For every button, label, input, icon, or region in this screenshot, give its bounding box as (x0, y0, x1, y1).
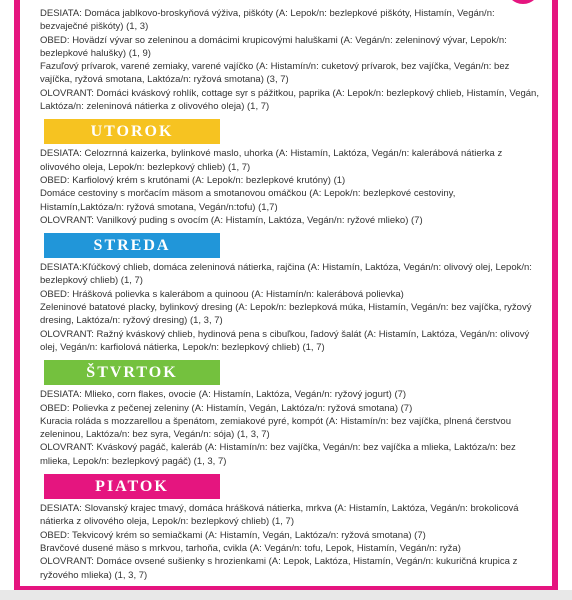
day-header-piatok: PIATOK (44, 474, 220, 499)
piatok-obed-main: Bravčové dusené mäso s mrkvou, tarhoňa, cvikla (A: Vegán/n: tofu, Lepok, Histamín, Vegán/n: ryža) (40, 542, 461, 554)
section-monday (40, 7, 540, 113)
piatok-olovrant: OLOVRANT: Domáce ovsené sušienky s hrozienkami (A: Lepok, Laktóza, Histamín, Vegán/n: kukuričná krupica z ryžového mlieka) (1, 3, 7) (40, 556, 518, 581)
bottom-strip (0, 590, 572, 600)
piatok-desiata: DESIATA: Slovanský krajec tmavý, domáca hrášková nátierka, mrkva (A: Histamín, Laktóza, Vegán/n: brokolicová nátierka z olivového oleja, Lepok/n: bezlepkový chlieb) (1, 7) (40, 503, 519, 528)
utorok-obed: OBED: Karfiolový krém s krutónami (A: Lepok/n: bezlepkové krutóny) (1) (40, 174, 346, 186)
streda-obed: OBED: Hrášková polievka s kalerábom a quinoou (A: Histamín/n: kalerábová polievka) (40, 288, 404, 300)
section-stvrtok (40, 354, 540, 468)
streda-obed-main: Zeleninové batatové placky, bylinkový dresing (A: Lepok/n: bezlepková múka, Histamín, Vegán/n: bez vajíčka, ryžový dresing, Laktóza/n: ryžový dresing) (1, 3, 7) (40, 302, 532, 327)
streda-olovrant: OLOVRANT: Ražný kváskový chlieb, hydinová pena s cibuľkou, ľadový šalát (A: Histamín, Laktóza, Vegán/n: olivový olej, Vegán/n: karfiolová nátierka, Lepok/n: bezlepkový chlieb) (1, 7) (40, 328, 530, 353)
monday-obed-main: Fazuľový prívarok, varené zemiaky, varené vajíčko (A: Histamín/n: cuketový prívarok, bez vajíčka, Vegán/n: bez vajíčka, ryžová smotana, Laktóza/n: ryžová smotana) (3, 7) (40, 61, 510, 86)
day-header-streda: STREDA (44, 233, 220, 258)
monday-olovrant: OLOVRANT: Domáci kváskový rohlík, cottage syr s pážitkou, paprika (A: Lepok/n: bezlepkový chlieb, Histamín, Vegán, Laktóza/n: zeleninová nátierka z olivového oleja) (1, 7) (40, 87, 539, 113)
stvrtok-desiata: DESIATA: Mlieko, corn flakes, ovocie (A: Histamín, Laktóza, Vegán/n: ryžový jogurt) (7) (40, 389, 407, 401)
stvrtok-obed: OBED: Polievka z pečenej zeleniny (A: Histamín, Vegán, Laktóza/n: ryžová smotana) (7) (40, 402, 413, 414)
piatok-obed: OBED: Tekvicový krém so semiačkami (A: Histamín, Vegán, Laktóza/n: ryžová smotana) (7) (40, 529, 426, 541)
stvrtok-olovrant: OLOVRANT: Kváskový pagáč, kaleráb (A: Histamín/n: bez vajíčka, Vegán/n: bez vajíčka a mlieka, Laktóza/n: bez mlieka, Lepok/n: bezlepkový pagáč) (1, 3, 7) (40, 442, 516, 467)
stvrtok-obed-main: Kuracia roláda s mozzarellou a špenátom, zemiakové pyré, kompót (A: Histamín/n: bez vajíčka, plnená čerstvou zeleninou, Laktóza/n: bez syra, Vegán/n: sója) (1, 3, 7) (40, 415, 511, 441)
day-header-stvrtok: ŠTVRTOK (44, 360, 220, 385)
menu-content (40, 7, 540, 582)
monday-obed: OBED: Hovädzí vývar so zeleninou a domácimi krupicovými haluškami (A: Vegán/n: zeleninový vývar, Lepok/n: bezlepkové halušky) (1, 9) (40, 34, 507, 59)
section-streda (40, 227, 540, 354)
utorok-olovrant: OLOVRANT: Vanilkový puding s ovocím (A: Histamín, Laktóza, Vegán/n: ryžové mlieko) (7) (40, 214, 423, 226)
day-header-utorok: UTOROK (44, 119, 220, 144)
section-piatok (40, 468, 540, 582)
streda-desiata: DESIATA:Kľúčkový chlieb, domáca zeleninová nátierka, rajčina (A: Histamín, Laktóza, Vegán/n: olivový olej, Lepok/n: bezlepkový chlieb) (1, 7) (40, 262, 532, 287)
utorok-obed-main: Domáce cestoviny s morčacím mäsom a smotanovou omáčkou (A: Lepok/n: bezlepkové cestoviny, Histamín,Laktóza/n: ryžová smotana, Vegán/n:tofu) (1,7) (40, 188, 456, 213)
section-utorok (40, 113, 540, 227)
monday-desiata: DESIATA: Domáca jablkovo-broskyňová výživa, piškóty (A: Lepok/n: bezlepkové piškóty, Histamín, Vegán/n: bezvaječné piškóty) (1, 3) (40, 8, 495, 33)
utorok-desiata: DESIATA: Celozrnná kaizerka, bylinkové maslo, uhorka (A: Histamín, Laktóza, Vegán/n: kalerábová nátierka z olivového oleja, Lepok/n: bezlepkový chlieb) (1, 7) (40, 148, 503, 173)
